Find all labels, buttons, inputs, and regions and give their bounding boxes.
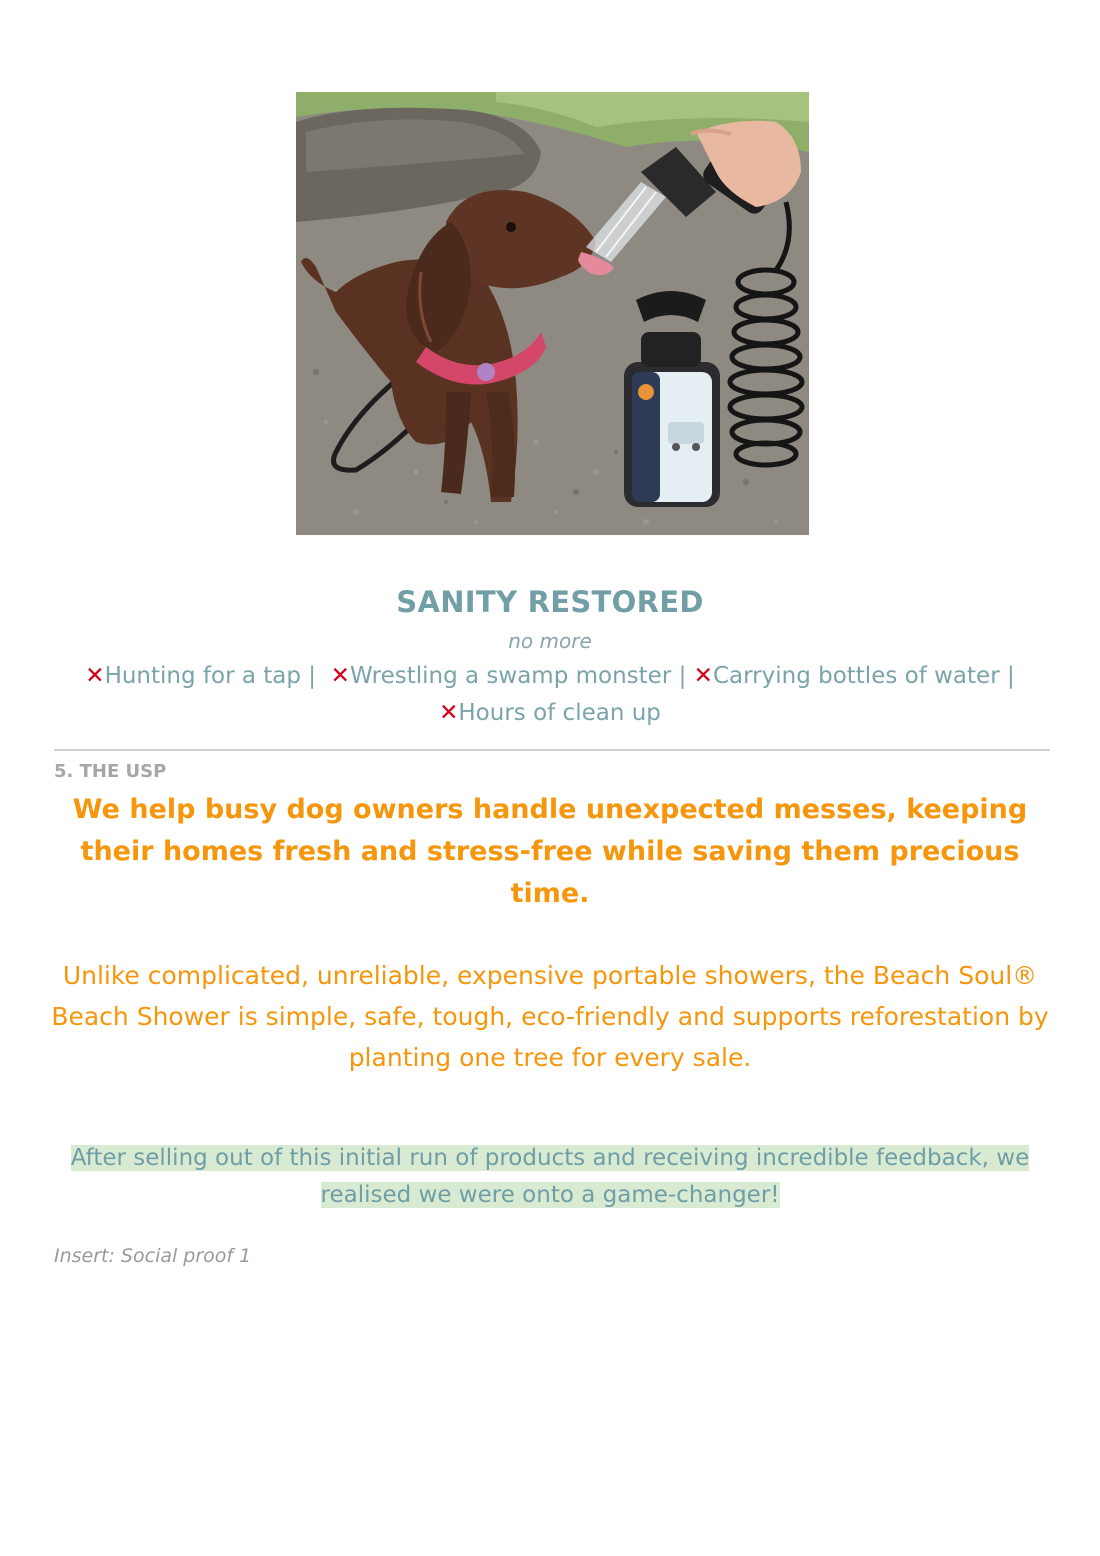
section-divider bbox=[54, 749, 1050, 751]
highlighted-feedback: After selling out of this initial run of products and receiving incredible feedback, we realised we were onto a game-changer! bbox=[70, 1145, 1030, 1208]
list-item bbox=[85, 663, 330, 689]
cross-icon: ✕ bbox=[693, 663, 713, 689]
cross-icon: ✕ bbox=[330, 663, 350, 689]
usp-statement: We help busy dog owners handle unexpected messes, keeping their homes fresh and stress-free while saving them precious time. bbox=[72, 794, 1028, 909]
headline: SANITY RESTORED bbox=[396, 585, 704, 619]
list-item-text: Wrestling a swamp monster bbox=[349, 663, 672, 689]
list-item-text: Hunting for a tap bbox=[104, 663, 301, 689]
section-label: 5. THE USP bbox=[54, 761, 167, 782]
subheading: no more bbox=[508, 629, 592, 653]
list-item-text: Carrying bottles of water bbox=[712, 663, 1000, 689]
separator: | bbox=[308, 663, 317, 689]
no-more-list bbox=[80, 658, 1020, 732]
separator: | bbox=[678, 663, 687, 689]
list-item bbox=[694, 663, 1015, 689]
feedback-text bbox=[70, 1140, 1030, 1214]
insert-note: Insert: Social proof 1 bbox=[54, 1245, 252, 1267]
cross-icon: ✕ bbox=[85, 663, 105, 689]
separator: | bbox=[1006, 663, 1015, 689]
hero-photo bbox=[296, 92, 809, 535]
comparison-text: Unlike complicated, unreliable, expensive portable showers, the Beach Soul® Beach Shower is simple, safe, tough, eco-friendly and supports reforestation by planting one tree for every sale. bbox=[51, 961, 1049, 1072]
list-item-text: Hours of clean up bbox=[458, 700, 661, 726]
list-item bbox=[439, 700, 661, 726]
cross-icon: ✕ bbox=[439, 700, 459, 726]
list-item bbox=[331, 663, 687, 689]
